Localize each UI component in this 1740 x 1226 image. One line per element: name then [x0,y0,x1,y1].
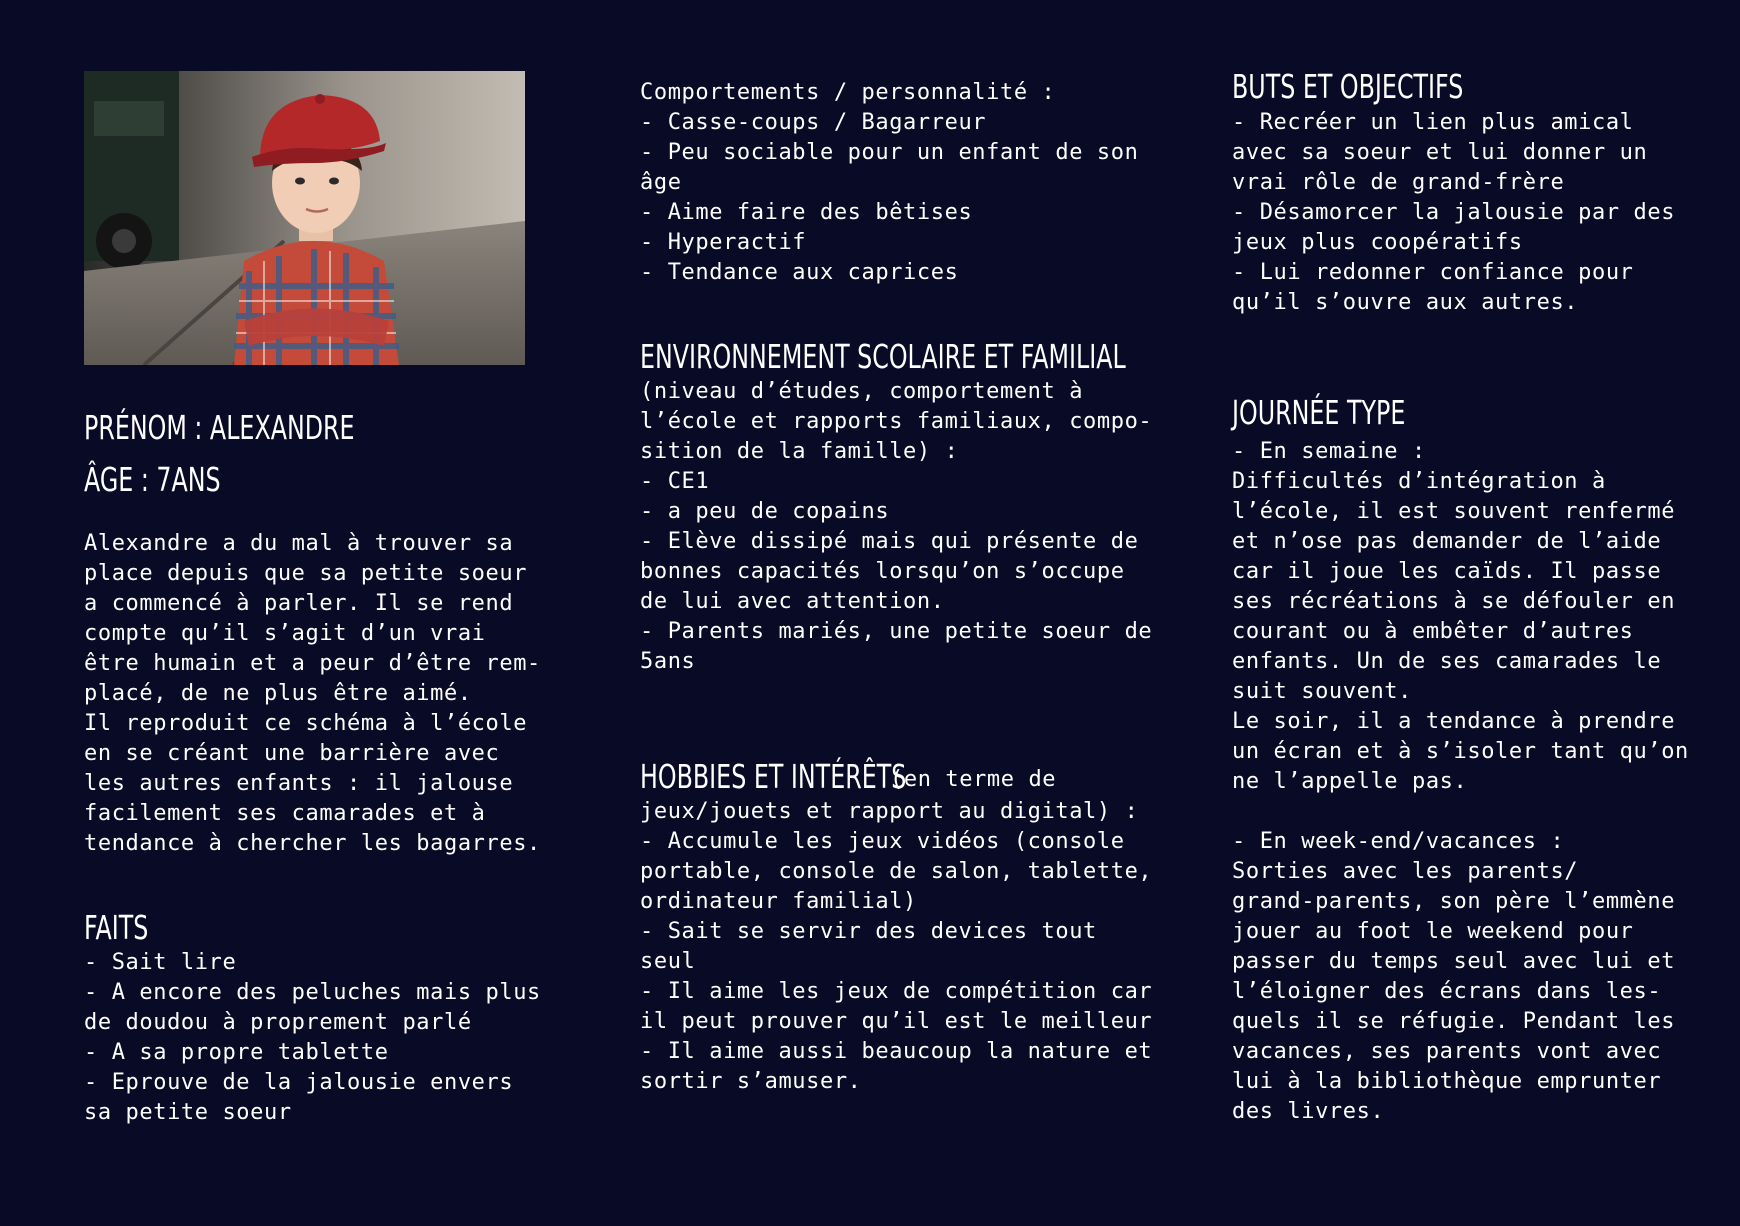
comportements-text: Comportements / personnalité : - Casse-coups / Bagarreur - Peu sociable pour un enfant de son âge - Aime faire des bêtises - Hyperactif - Tendance aux caprices [640,80,1139,285]
faits-text: - Sait lire - A encore des peluches mais plus de doudou à proprement parlé - A sa propre tablette - Eprouve de la jalousie envers sa petite soeur [84,950,541,1125]
boy-portrait-icon [84,71,525,365]
journee-text: - En semaine : Difficultés d’intégration à l’école, il est souvent renfermé et n’ose pas demander de l’aide car il joue les caïds. Il passe ses récréations à se défouler en courant ou à embêter d’autres enfants. Un de ses camarades le suit souvent. Le soir, il a tendance à prendre un écran et à s’isoler tant qu’on ne l’appelle pas. - En week-end/vacances : Sorties avec les parents/ grand-parents, son père l’emmène jouer au foot le weekend pour passer du temps seul avec lui et l’éloigner des écrans dans les- quels il se réfugie. Pendant les vacances, ses parents vont avec lui à la bibliothèque emprunter des livres. [1232,439,1689,1124]
profile-bio: Alexandre a du mal à trouver sa place depuis que sa petite soeur a commencé à parler. Il se rend compte qu’il s’agit d’un vrai être humain et a peur d’être rem- placé, de ne plus être aimé. Il reproduit ce schéma à l’école en se créant une barrière avec les autres enfants : il jalouse facilement ses camarades et à tendance à chercher les bagarres. [84,531,541,856]
journee-heading: JOURNÉE TYPE [1232,393,1406,432]
faits-heading: FAITS [84,908,149,947]
hobbies-subtitle: (en terme de [890,767,1057,792]
buts-text: - Recréer un lien plus amical avec sa soeur et lui donner un vrai rôle de grand-frère - Désamorcer la jalousie par des jeux plus coopératifs - Lui redonner confiance pour qu’il s’ouvre aux autres. [1232,110,1676,315]
hobbies-heading: HOBBIES ET INTÉRÊTS [640,757,907,796]
name-heading: PRÉNOM : ALEXANDRE [84,408,355,447]
environnement-text: (niveau d’études, comportement à l’école et rapports familiaux, compo- sition de la famille) : - CE1 - a peu de copains - Elève dissipé mais qui présente de bonnes capacités lorsqu’on s’occupe de lui avec attention. - Parents mariés, une petite soeur de 5ans [640,379,1153,674]
hobbies-text: jeux/jouets et rapport au digital) : - Accumule les jeux vidéos (console portable, console de salon, tablette, ordinateur familial) - Sait se servir des devices tout seul - Il aime les jeux de compétition car il peut prouver qu’il est le meilleur - Il aime aussi beaucoup la nature et sortir s’amuser. [640,799,1153,1094]
age-heading: ÂGE : 7ANS [84,460,221,499]
profile-photo [84,71,525,365]
environnement-heading: ENVIRONNEMENT SCOLAIRE ET FAMILIAL [640,337,1126,376]
buts-heading: BUTS ET OBJECTIFS [1232,67,1464,106]
